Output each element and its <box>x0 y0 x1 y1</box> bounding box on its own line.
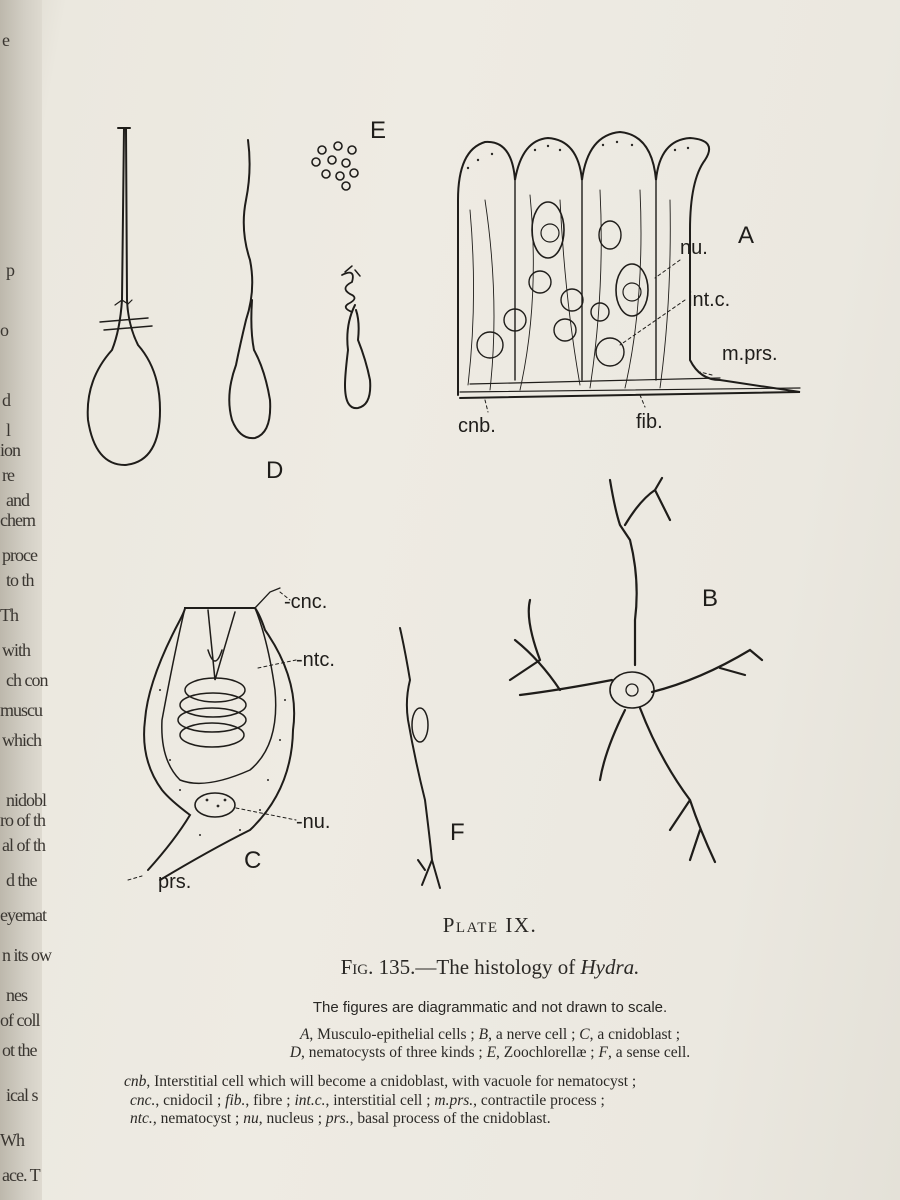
facing-page-fragment: ro of th <box>0 810 45 830</box>
zoochlorellae <box>312 142 358 190</box>
facing-page-fragment: muscu <box>0 700 42 720</box>
legend-text: , nematocysts of three kinds ; <box>301 1044 487 1061</box>
legend-key: C <box>579 1026 590 1043</box>
abbr-key: prs. <box>325 1110 350 1127</box>
facing-page-fragment: nes <box>6 985 27 1005</box>
facing-page-fragment: Th <box>0 605 18 625</box>
cnidoblast <box>144 588 294 880</box>
fig-number: Fig. 135. <box>340 955 416 979</box>
abbr-line-3 <box>124 1110 844 1129</box>
label-A: A <box>738 222 755 249</box>
label-c-ntc: -ntc. <box>296 649 335 671</box>
abbr-line-2 <box>124 1092 844 1111</box>
facing-page-fragment: al of th <box>2 835 45 855</box>
abbr-key: ntc. <box>130 1110 153 1127</box>
facing-page-fragment: d <box>2 390 10 410</box>
label-E: E <box>370 117 387 144</box>
abbreviation-legend <box>124 1073 844 1129</box>
abbr-key: fib. <box>225 1091 246 1109</box>
facing-page-fragment: re <box>2 465 14 485</box>
label-c-nu: -nu. <box>296 811 331 833</box>
label-a-fib: fib. <box>636 411 663 433</box>
facing-page-fragment: of coll <box>0 1010 40 1030</box>
abbr-key: nu <box>243 1110 259 1127</box>
abbr-key: int.c. <box>294 1091 326 1109</box>
abbr-text: , contractile process ; <box>473 1091 605 1109</box>
abbr-text: , basal process of the cnidoblast. <box>349 1110 551 1127</box>
facing-page-fragment: to th <box>6 570 34 590</box>
facing-page-fragment: l <box>6 420 11 440</box>
abbr-key: cnb <box>124 1073 147 1090</box>
legend-key: E <box>486 1044 497 1061</box>
figure-caption <box>130 955 850 980</box>
fig-genus: Hydra. <box>580 955 640 979</box>
nematocyst-wavy <box>229 140 270 438</box>
abbr-text: , interstitial cell ; <box>325 1091 435 1109</box>
label-a-intc: int.c. <box>688 289 731 311</box>
label-c-prs: prs. <box>158 871 192 893</box>
abbr-key: m.prs. <box>434 1091 474 1109</box>
legend-text: , a sense cell. <box>607 1044 691 1061</box>
facing-page-fragment: o <box>0 320 8 340</box>
nerve-cell <box>510 478 762 862</box>
facing-page-fragment: which <box>2 730 41 750</box>
legend-key: A <box>299 1026 310 1043</box>
label-C: C <box>244 847 262 874</box>
facing-page-fragment: with <box>2 640 31 660</box>
figure-legend <box>130 1026 850 1062</box>
facing-page-fragment: nidobl <box>6 790 47 810</box>
stipple <box>159 141 689 836</box>
abbr-text: , nematocyst ; <box>152 1110 244 1127</box>
nematocyst-coiled <box>342 266 370 408</box>
facing-page-fragment: p <box>6 260 14 280</box>
facing-page-fragment: proce <box>2 545 37 565</box>
facing-page-fragment: chem <box>0 510 35 530</box>
fig-text: —The histology of <box>415 955 581 979</box>
abbr-text: , nucleus ; <box>258 1110 326 1127</box>
legend-text: , Zoochlorellæ ; <box>496 1044 599 1061</box>
legend-key: D <box>289 1044 302 1061</box>
legend-key: F <box>598 1044 608 1061</box>
facing-page-fragment: ical s <box>6 1085 38 1105</box>
facing-page-fragment: eyemat <box>0 905 46 925</box>
legend-key: B <box>478 1026 489 1043</box>
facing-page-fragment: Wh <box>0 1130 24 1150</box>
abbr-text: , cnidocil ; <box>155 1091 226 1109</box>
facing-page-fragment: ot the <box>2 1040 37 1060</box>
label-a-mprs: m.prs. <box>722 343 778 365</box>
legend-text: , a cnidoblast ; <box>589 1026 681 1043</box>
label-a-nu: nu. <box>680 237 708 259</box>
label-c-cnc: -cnc. <box>284 591 328 613</box>
abbr-text: , Interstitial cell which will become a cnidoblast, with vacuole for nematocyst ; <box>146 1073 637 1090</box>
abbr-key: cnc. <box>130 1091 156 1109</box>
abbr-line-1 <box>124 1073 844 1092</box>
facing-page-fragment: ch con <box>6 670 48 690</box>
label-F: F <box>450 819 465 846</box>
facing-page-fragment: ace. T <box>2 1165 40 1185</box>
facing-page-fragment: and <box>6 490 29 510</box>
facing-page-fragment: e <box>2 30 9 50</box>
plate-title: Plate IX. <box>442 913 538 937</box>
sense-cell <box>400 628 440 888</box>
facing-page-fragment: ion <box>0 440 21 460</box>
label-B: B <box>702 585 719 612</box>
label-a-cnb: cnb. <box>458 415 496 437</box>
legend-text: , a nerve cell ; <box>488 1026 580 1043</box>
legend-text: , Musculo-epithelial cells ; <box>309 1026 479 1043</box>
facing-page-fragment: d the <box>6 870 37 890</box>
facing-page-fragment: n its ow <box>2 945 52 965</box>
abbr-text: , fibre ; <box>245 1091 295 1109</box>
label-D: D <box>266 457 284 484</box>
nematocyst-straight <box>88 128 160 465</box>
scale-note: The figures are diagrammatic and not drawn to scale. <box>312 999 668 1016</box>
